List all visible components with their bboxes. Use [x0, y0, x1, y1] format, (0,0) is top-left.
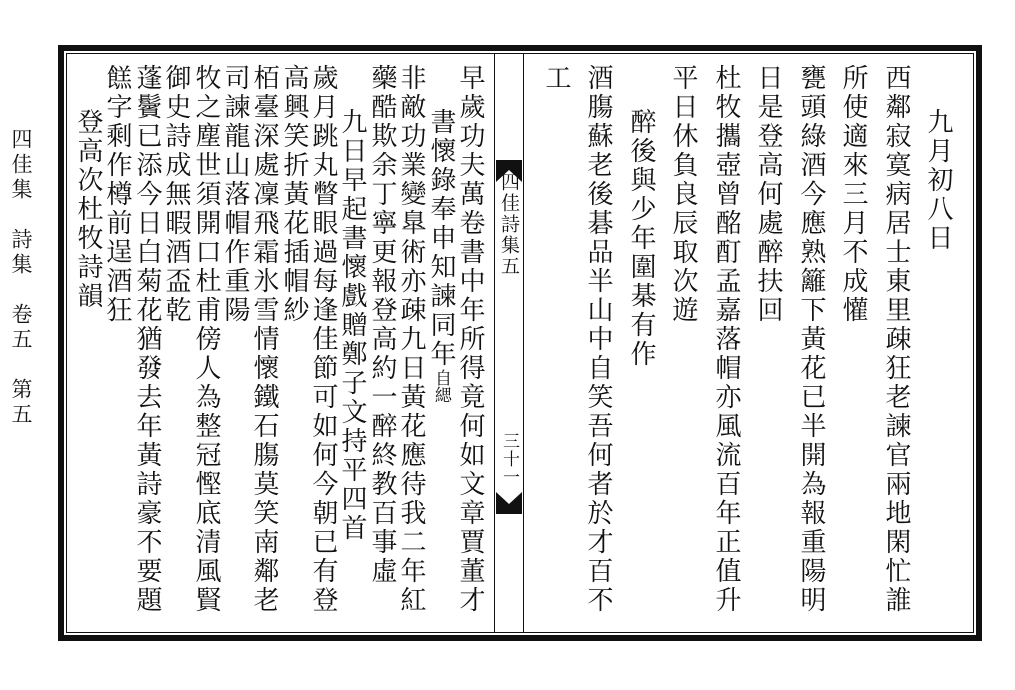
left-column-13: [103, 64, 131, 325]
gutter-right-line: [523, 53, 524, 633]
right-column-6: 杜牧攜壺曾酩酊孟嘉落帽亦風流百年正值升: [711, 64, 741, 615]
left-column-3-text: 非敵功業變臯術亦疎九日黃花應待我二年紅: [396, 64, 426, 615]
left-column-2-text: 書懷錄奉申知諫同年: [426, 108, 456, 369]
left-column-9: [221, 64, 249, 325]
left-column-7-text: 高興笑折黃花插帽紗: [279, 64, 309, 325]
left-column-8-text: 栢臺深處凜飛霜氷雪情懷鐵石膓莫笑南鄰老: [249, 64, 279, 615]
left-column-2-note: 自緦: [431, 369, 451, 403]
left-column-7: [280, 64, 308, 325]
gutter-left-line: [494, 53, 495, 633]
margin-label: 四佳集 詩集 卷五 第五: [9, 128, 33, 428]
left-column-11: [162, 64, 190, 325]
right-column-7: 平日休負良辰取次遊: [668, 64, 698, 325]
right-column-10: 工: [541, 64, 571, 93]
left-column-10-text: 牧之塵世須開口杜甫傍人為整冠慳底清風賢: [191, 64, 221, 615]
left-column-4-text: 藥酷欺余丁寧更報登高約一醉終教百事虛: [367, 64, 397, 586]
left-column-2: [427, 108, 455, 403]
left-column-1-text: 早歲功夫萬卷書中年所得竟何如文章賈董才: [455, 64, 485, 615]
left-column-6-text: 歲月跳丸瞥眼過每逢佳節可如何今朝已有登: [308, 64, 338, 615]
left-column-11-text: 御史詩成無暇酒盃乾: [161, 64, 191, 325]
left-column-12-text: 蓬鬢已添今日白菊花猶發去年黃詩豪不要題: [132, 64, 162, 615]
right-column-4: 甕頭綠酒今應熟籬下黃花已半開為報重陽明: [796, 64, 826, 615]
left-column-6: [309, 64, 337, 615]
right-column-1: 九月初八日: [923, 108, 953, 253]
fish-tail-bottom-icon: [496, 492, 522, 514]
left-column-14: [74, 108, 102, 311]
right-column-2: 西鄰寂寞病居士東里疎狂老諫官兩地閑忙誰: [881, 64, 911, 615]
center-page-number: 三十一: [499, 432, 519, 486]
left-column-10: [192, 64, 220, 615]
left-column-5-text: 九日早起書懷戲贈鄭子文持平四首: [337, 108, 367, 543]
left-column-9-text: 司諫龍山落帽作重陽: [220, 64, 250, 325]
left-column-3: [397, 64, 425, 615]
center-title: 四佳詩集五: [498, 172, 520, 277]
left-column-1: [456, 64, 484, 615]
right-column-9: 酒膓蘇老後碁品半山中自笑吾何者於才百不: [583, 64, 613, 615]
left-column-14-text: 登高次杜牧詩韻: [73, 108, 103, 311]
left-column-5: [338, 108, 366, 543]
left-column-8: [250, 64, 278, 615]
right-column-5: 日是登高何處醉扶回: [753, 64, 783, 325]
left-column-12: [133, 64, 161, 615]
left-column-4: [368, 64, 396, 586]
right-column-3: 所使適來三月不成懽: [838, 64, 868, 325]
right-column-8: 醉後與少年圍棊有作: [626, 108, 656, 369]
left-column-13-text: 餻字剩作樽前逞酒狂: [102, 64, 132, 325]
